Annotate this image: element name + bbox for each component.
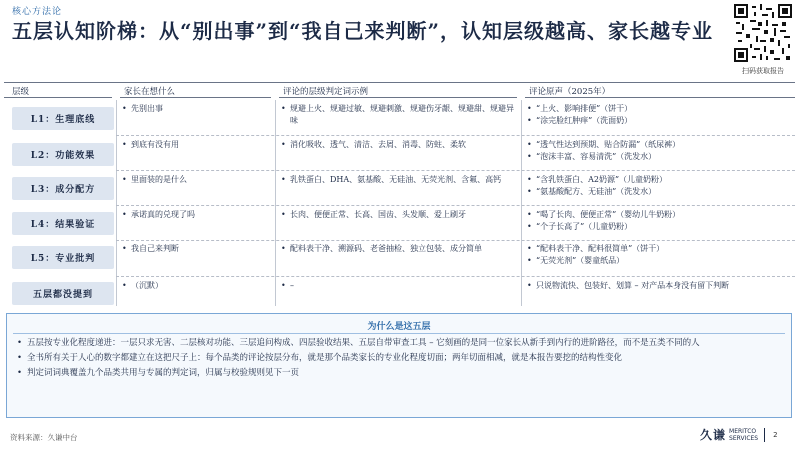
parent-thought-l5: • 我自己来判断 [122,243,270,255]
col-underline-quotes [525,97,795,98]
explanation-list [17,337,779,382]
table-top-rule [4,82,795,83]
col-underline-level [4,97,112,98]
company-logo [700,426,778,443]
col-header-parent-thought: 家长在想什么 [124,87,176,97]
review-quotes-l1: • “上火、影响排便”（饼干） • “涂完脸红肿痒”（洗面奶） [527,103,793,126]
parent-thought-l4: • 承诺真的兑现了吗 [122,209,270,221]
level-label-l4: L4：结果验证 [12,212,114,235]
judgment-words-l4: • 长肉、便便正常、长高、国齿、头发顺、爱上刷牙 [281,209,517,221]
row-separator [116,170,795,171]
level-label-l3: L3：成分配方 [12,177,114,200]
row-separator [116,135,795,136]
col-header-judgment-words: 评论的层级判定词示例 [283,87,369,97]
logo-english-line-1: MERITCO [729,427,757,435]
explanation-title-rule [13,333,785,334]
explanation-point: • 全书所有关于人心的数字都建立在这把尺子上：每个品类的评论按层分布，就是那个品类家长的专业化程度切面；两年切面相减，就是本报告要挖的结构性变化 [17,352,779,365]
explanation-box [6,313,792,418]
qr-caption: 扫码获取报告 [742,67,784,75]
explanation-title: 为什么是这五层 [367,322,431,332]
source-note: 资料来源：久谦中台 [10,433,78,442]
judgment-words-l5: • 配料表干净、溯源码、老爸抽检、独立包装、成分简单 [281,243,517,255]
review-quotes-none: • 只说物流快、包装好、划算 – 对产品本身没有留下判断 [527,280,793,292]
level-label-l2: L2：功能效果 [12,143,114,166]
review-quotes-l5: • “配料表干净、配料很简单”（饼干） • “无荧光剂”（婴童纸品） [527,243,793,266]
judgment-words-l2: • 消化吸收、透气、清洁、去屑、消毒、防蛀、柔软 [281,139,517,151]
level-label-l5: L5：专业批判 [12,246,114,269]
parent-thought-l3: • 里面装的是什么 [122,174,270,186]
parent-thought-l2: • 到底有没有用 [122,139,270,151]
col-header-review-quotes: 评论原声（2025年） [529,87,611,97]
logo-english-line-2: SERVICES [729,434,759,442]
qr-code-icon [734,4,792,62]
parent-thought-none: • （沉默） [122,280,270,292]
row-separator [116,205,795,206]
page-title: 五层认知阶梯：从“别出事”到“我自己来判断”，认知层级越高、家长越专业 [12,19,714,43]
qr-block [732,4,794,76]
logo-divider [764,428,765,442]
explanation-point: • 判定词词典覆盖九个品类共用与专属的判定词，归属与校验规则见下一页 [17,367,779,380]
review-quotes-l4: • “喝了长肉、便便正常”（婴幼儿牛奶粉） • “个子长高了”（儿童奶粉） [527,209,793,232]
judgment-words-l1: • 规避上火、规避过敏、规避刺激、规避伤牙龈、规避甜、规避异味 [281,103,517,126]
section-tag: 核心方法论 [12,7,63,17]
logo-english [729,428,758,442]
judgment-words-l3: • 乳铁蛋白、DHA、氨基酸、无硅油、无荧光剂、含氟、高钙 [281,174,517,186]
explanation-point: • 五层按专业化程度递进：一层只求无害、二层核对功能、三层追问构成、四层验收结果、五层自带审查工具 – 它刻画的是同一位家长从新手到内行的进阶路径，而不是五类不同的人 [17,337,779,350]
row-separator [116,276,795,277]
review-quotes-l3: • “含乳铁蛋白、A2奶源”（儿童奶粉） • “氨基酸配方、无硅油”（洗发水） [527,174,793,197]
judgment-words-none: • – [281,280,517,292]
level-label-l1: L1：生理底线 [12,107,114,130]
row-separator [116,240,795,241]
parent-thought-l1: • 先别出事 [122,103,270,115]
logo-chinese: 久谦 [700,428,727,442]
page-number: 2 [773,430,778,439]
level-label-none: 五层都没提到 [12,282,114,305]
review-quotes-l2: • “透气性达到预期、贴合防漏”（纸尿裤） • “泡沫丰富、容易清洗”（洗发水） [527,139,793,162]
col-underline-thought [120,97,271,98]
col-underline-words [279,97,517,98]
col-header-level: 层级 [12,87,30,97]
